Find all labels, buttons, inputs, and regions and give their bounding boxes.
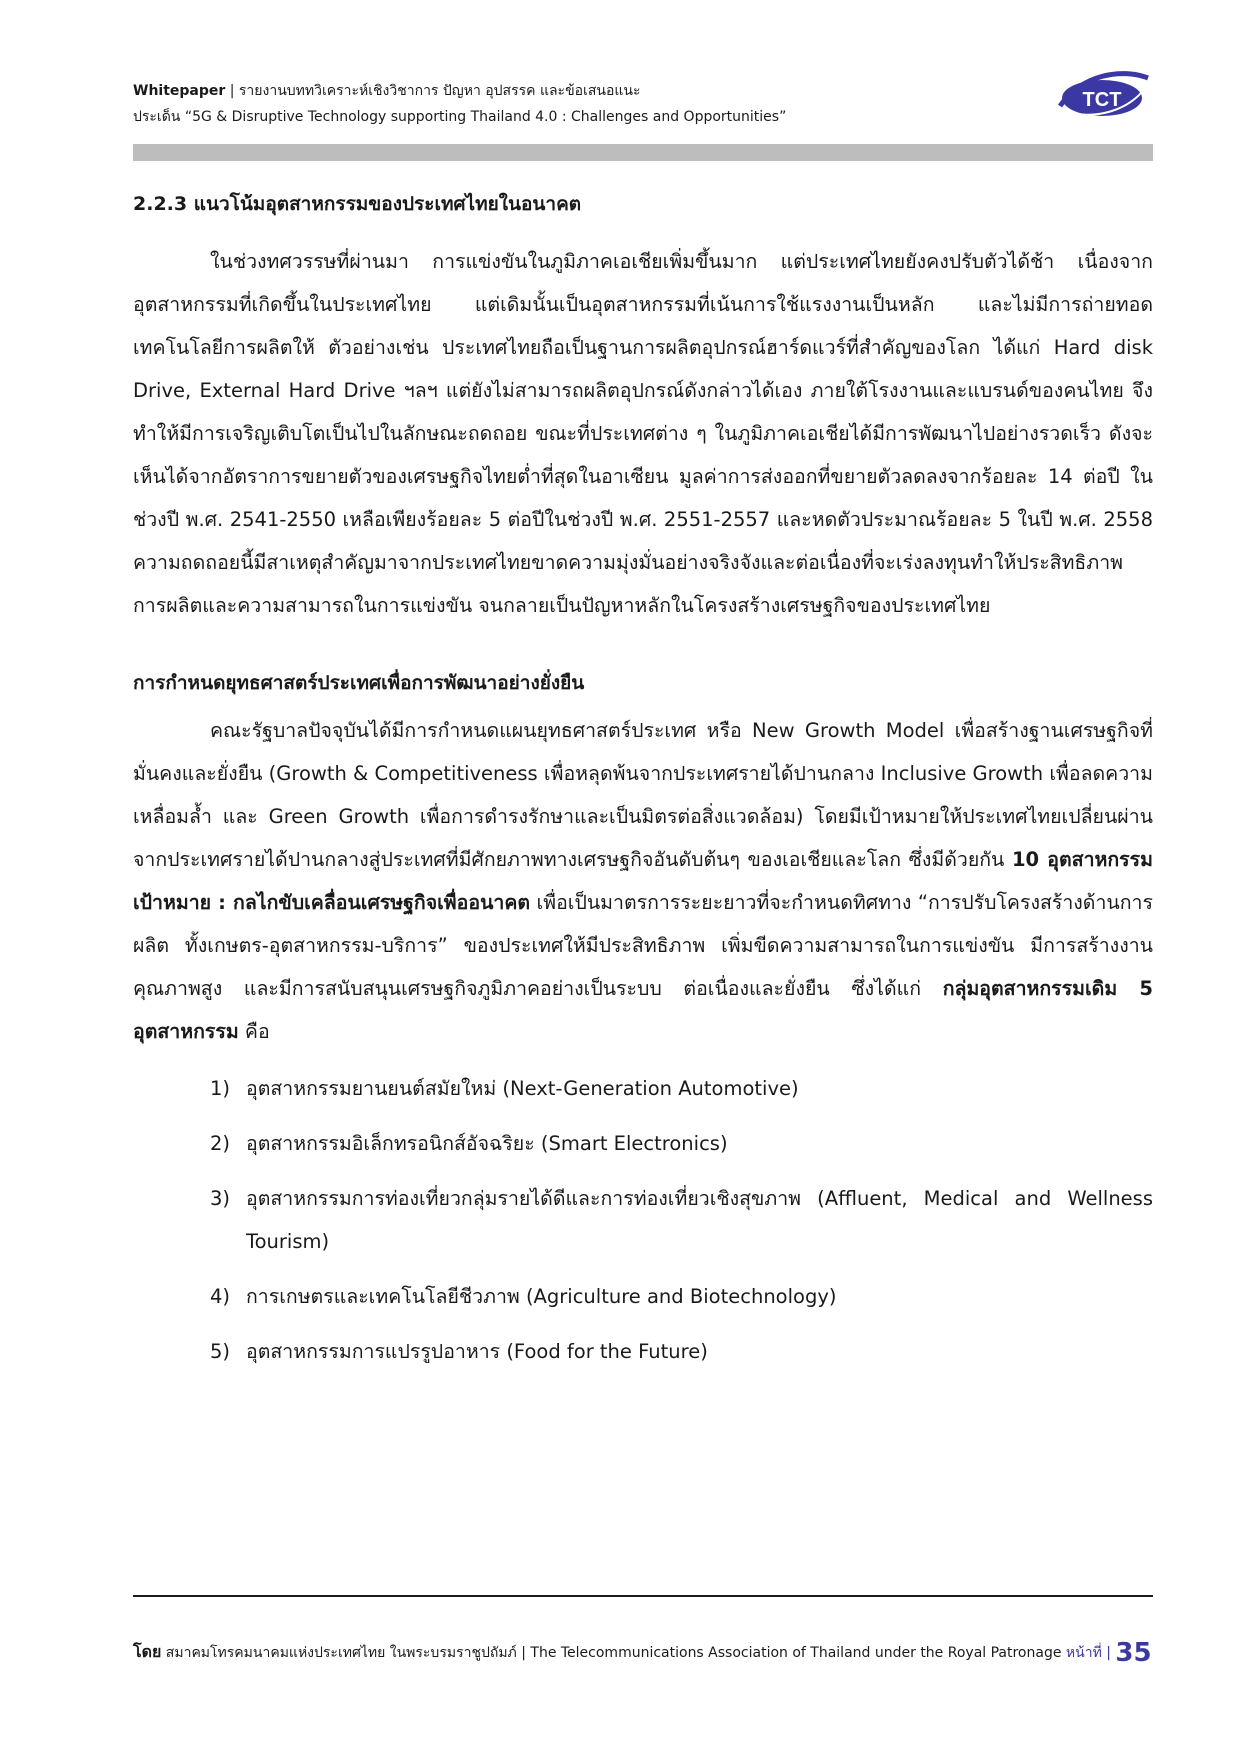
- list-item: [133, 1330, 1153, 1373]
- footer-divider: [133, 1595, 1153, 1597]
- section-paragraph: ในช่วงทศวรรษที่ผ่านมา การแข่งขันในภูมิภาคเอเชียเพิ่มขึ้นมาก แต่ประเทศไทยยังคงปรับตัวได้ช้า เนื่องจากอุตสาหกรรมที่เกิดขึ้นในประเทศไทย แต่เดิมนั้นเป็นอุตสาหกรรมที่เน้นการใช้แรงงานเป็นหลัก และไม่มีการถ่ายทอดเทคโนโลยีการผลิตให้ ตัวอย่างเช่น ประเทศไทยถือเป็นฐานการผลิตอุปกรณ์ฮาร์ดแวร์ที่สำคัญของโลก ได้แก่ Hard disk Drive, External Hard Drive ฯลฯ แต่ยังไม่สามารถผลิตอุปกรณ์ดังกล่าวได้เอง ภายใต้โรงงานและแบรนด์ของคนไทย จึงทำให้มีการเจริญเติบโตเป็นไปในลักษณะถดถอย ขณะที่ประเทศต่าง ๆ ในภูมิภาคเอเชียได้มีการพัฒนาไปอย่างรวดเร็ว ดังจะเห็นได้จากอัตราการขยายตัวของเศรษฐกิจไทยต่ำที่สุดในอาเซียน มูลค่าการส่งออกที่ขยายตัวลดลงจากร้อยละ 14 ต่อปี ในช่วงปี พ.ศ. 2541-2550 เหลือเพียงร้อยละ 5 ต่อปีในช่วงปี พ.ศ. 2551-2557 และหดตัวประมาณร้อยละ 5 ในปี พ.ศ. 2558 ความถดถอยนี้มีสาเหตุสำคัญมาจากประเทศไทยขาดความมุ่งมั่นอย่างจริงจังและต่อเนื่องที่จะเร่งลงทุนทำให้ประสิทธิภาพการผลิตและความสามารถในการแข่งขัน จนกลายเป็นปัญหาหลักในโครงสร้างเศรษฐกิจของประเทศไทย: [133, 250, 1153, 617]
- list-item-text: การเกษตรและเทคโนโลยีชีวภาพ (Agriculture and Biotechnology): [246, 1285, 837, 1308]
- strategy-heading: การกำหนดยุทธศาสตร์ประเทศเพื่อการพัฒนาอย่างยั่งยืน: [133, 672, 585, 694]
- footer-organization: สมาคมโทรคมนาคมแห่งประเทศไทย ในพระบรมราชูปถัมภ์ | The Telecommunications Association of Thailand under the Royal Patronage: [161, 1645, 1066, 1661]
- list-item-text: อุตสาหกรรมยานยนต์สมัยใหม่ (Next-Generation Automotive): [246, 1077, 799, 1100]
- list-item-text: อุตสาหกรรมการท่องเที่ยวกลุ่มรายได้ดีและการท่องเที่ยวเชิงสุขภาพ (Affluent, Medical and Wellness Tourism): [246, 1187, 1153, 1253]
- page-footer: [133, 1632, 1153, 1673]
- list-item: [133, 1275, 1153, 1318]
- page-number: 35: [1115, 1638, 1152, 1668]
- strategy-bold-2: กลุ่มอุตสาหกรรมเดิม 5 อุตสาหกรรม: [133, 977, 1154, 1043]
- logo-text: TCT: [1082, 89, 1122, 111]
- list-item: [133, 1122, 1153, 1165]
- header-topic: ประเด็น “5G & Disruptive Technology supporting Thailand 4.0 : Challenges and Opportunities”: [133, 109, 787, 125]
- page-header: [133, 78, 1153, 130]
- list-item: [133, 1067, 1153, 1110]
- strategy-text-1: คณะรัฐบาลปัจจุบันได้มีการกำหนดแผนยุทธศาสตร์ประเทศ หรือ New Growth Model เพื่อสร้างฐานเศรษฐกิจที่มั่นคงและยั่งยืน (Growth & Competitiveness เพื่อหลุดพ้นจากประเทศรายได้ปานกลาง Inclusive Growth เพื่อลดความเหลื่อมล้ำ และ Green Growth เพื่อการดำรงรักษาและเป็นมิตรต่อสิ่งแวดล้อม) โดยมีเป้าหมายให้ประเทศไทยเปลี่ยนผ่านจากประเทศรายได้ปานกลางสู่ประเทศที่มีศักยภาพทางเศรษฐกิจอันดับต้นๆ ของเอเชียและโลก ซึ่งมีด้วยกัน: [133, 719, 1153, 871]
- list-item-text: อุตสาหกรรมอิเล็กทรอนิกส์อัจฉริยะ (Smart Electronics): [246, 1132, 728, 1155]
- list-item-number: 3): [210, 1187, 231, 1210]
- header-brand: Whitepaper: [133, 83, 226, 99]
- section-title: 2.2.3 แนวโน้มอุตสาหกรรมของประเทศไทยในอนาคต: [133, 193, 582, 215]
- list-item-number: 4): [210, 1285, 231, 1308]
- tct-logo: [1052, 66, 1152, 126]
- list-item-text: อุตสาหกรรมการแปรรูปอาหาร (Food for the Future): [246, 1340, 708, 1363]
- page-number-label: หน้าที่ |: [1065, 1645, 1111, 1661]
- list-item-number: 1): [210, 1077, 231, 1100]
- industry-list: [133, 1067, 1153, 1373]
- header-divider-bar: [133, 144, 1153, 161]
- strategy-text-3: คือ: [238, 1020, 270, 1043]
- page-content: [133, 178, 1153, 1385]
- list-item: [133, 1177, 1153, 1263]
- strategy-paragraph: [133, 709, 1153, 1053]
- list-item-number: 2): [210, 1132, 231, 1155]
- list-item-number: 5): [210, 1340, 231, 1363]
- footer-by: โดย: [133, 1642, 162, 1661]
- header-subtitle: | รายงานบททวิเคราะห์เชิงวิชาการ ปัญหา อุปสรรค และข้อเสนอแนะ: [225, 83, 641, 99]
- strategy-bold-1: 10 อุตสาหกรรมเป้าหมาย : กลไกขับเคลื่อนเศรษฐกิจเพื่ออนาคต: [133, 848, 1153, 914]
- strategy-text-2: เพื่อเป็นมาตรการระยะยาวที่จะกำหนดทิศทาง “การปรับโครงสร้างด้านการผลิต ทั้งเกษตร-อุตสาหกรรม-บริการ” ของประเทศให้มีประสิทธิภาพ เพิ่มขีดความสามารถในการแข่งขัน มีการสร้างงานคุณภาพสูง และมีการสนับสนุนเศรษฐกิจภูมิภาคอย่างเป็นระบบ ต่อเนื่องและยั่งยืน ซึ่งได้แก่: [133, 891, 1153, 1000]
- header-title-line: [133, 78, 1153, 104]
